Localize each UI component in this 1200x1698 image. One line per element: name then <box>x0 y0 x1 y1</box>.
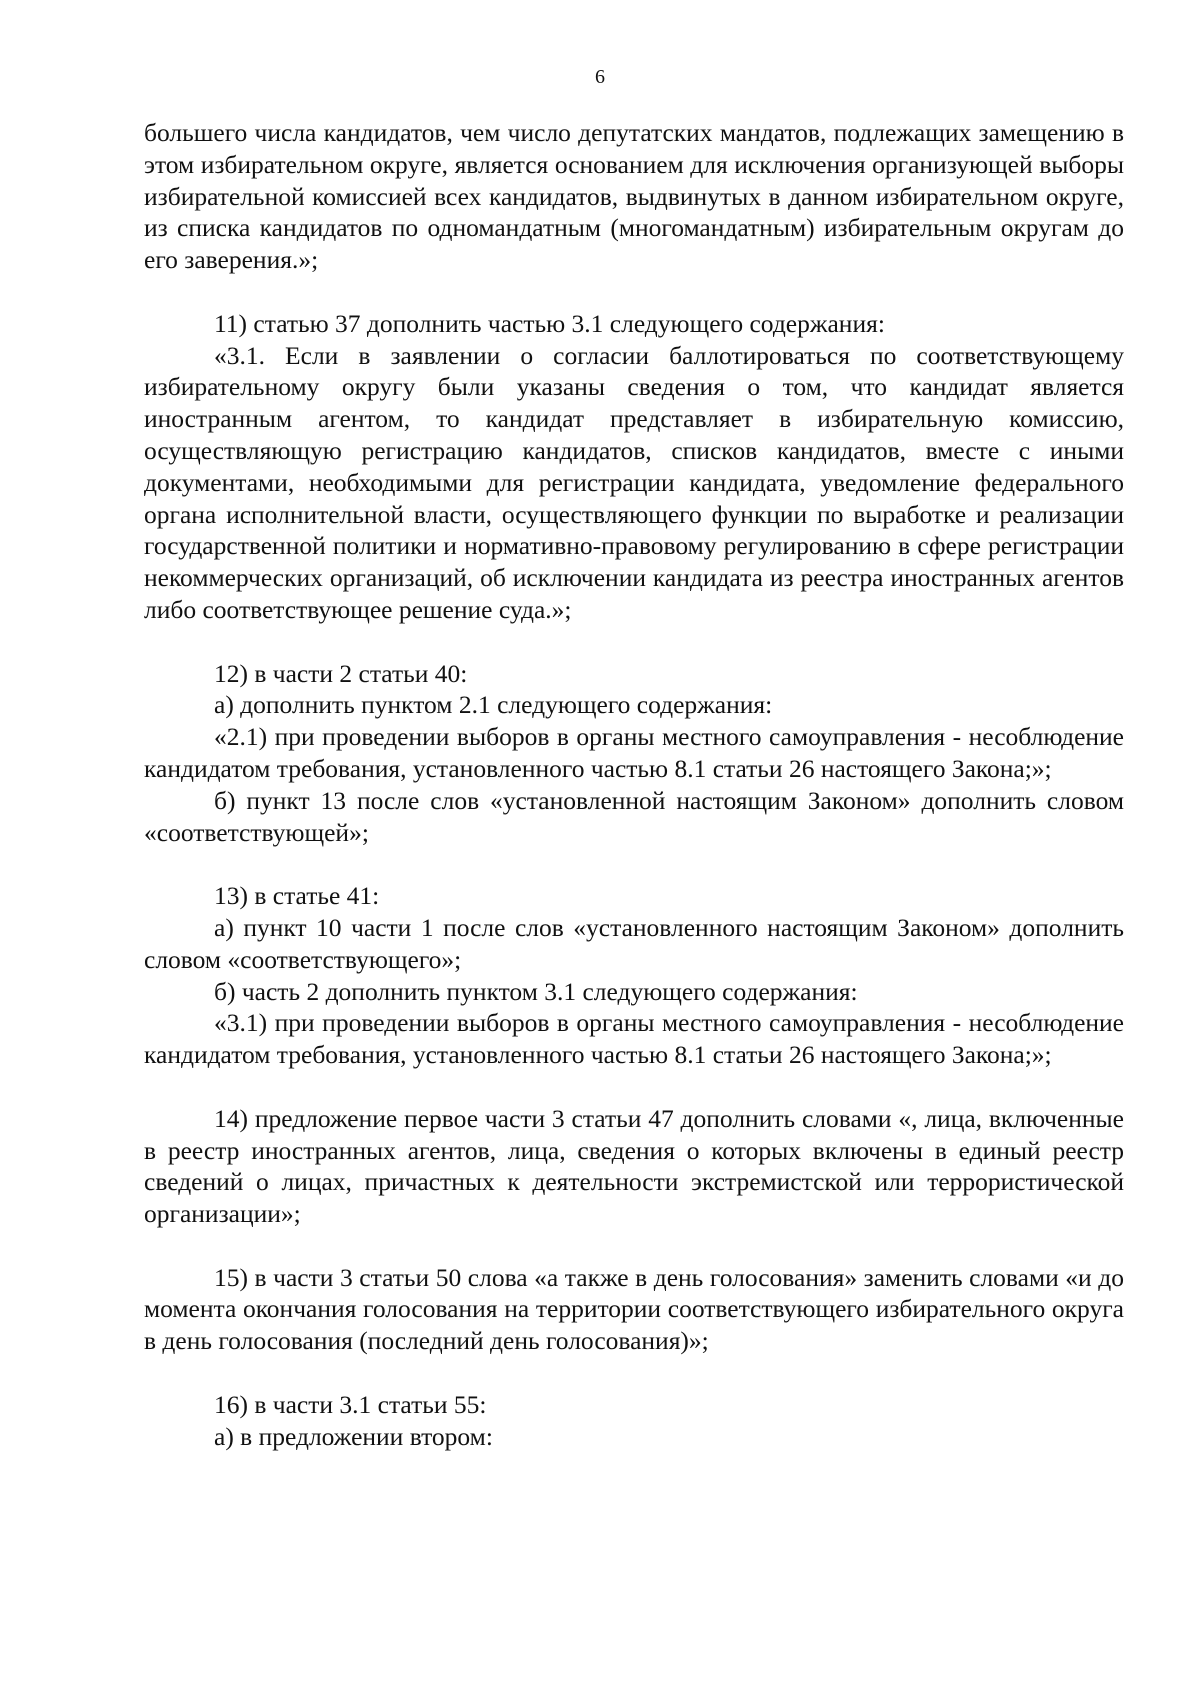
paragraph: б) часть 2 дополнить пунктом 3.1 следующего содержания: <box>214 976 858 1006</box>
document-body <box>144 117 1124 1452</box>
paragraph: большего числа кандидатов, чем число депутатских мандатов, подлежащих замещению в этом избирательном округе, является основанием для исключения организующей выборы избирательной комиссией всех кандидатов, выдвинутых в данном избирательном округе, из списка кандидатов по одномандатным (многомандатным) избирательным округам до его заверения.»; <box>144 118 1124 275</box>
paragraph: «3.1) при проведении выборов в органы местного самоуправления - несоблюдение кандидатом требования, установленного частью 8.1 статьи 26 настоящего Закона;»; <box>144 1008 1124 1070</box>
paragraph: «2.1) при проведении выборов в органы местного самоуправления - несоблюдение кандидатом требования, установленного частью 8.1 статьи 26 настоящего Закона;»; <box>144 722 1124 783</box>
paragraph: б) пункт 13 после слов «установленной настоящим Законом» дополнить словом «соответствующей»; <box>144 785 1124 847</box>
paragraph: 12) в части 2 статьи 40: <box>214 658 468 688</box>
paragraph: 15) в части 3 статьи 50 слова «а также в день голосования» заменить словами «и до момента окончания голосования на территории соответствующего избирательного округа в день голосования (последний день голосования)»; <box>144 1262 1124 1356</box>
paragraph: 16) в части 3.1 статьи 55: <box>214 1389 487 1419</box>
paragraph: а) дополнить пунктом 2.1 следующего содержания: <box>214 690 773 720</box>
paragraph: «3.1. Если в заявлении о согласии баллотироваться по соответствующему избирательному округу были указаны сведения о том, что кандидат является иностранным агентом, то кандидат представляет в избирательную комиссию, осуществляющую регистрацию кандидатов, списков кандидатов, вместе с иными документами, необходимыми для регистрации кандидата, уведомление федерального органа исполнительной власти, осуществляющего функции по выработке и реализации государственной политики и нормативно-правовому регулированию в сфере регистрации некоммерческих организаций, об исключении кандидата из реестра иностранных агентов либо соответствующее решение суда.»; <box>144 340 1124 624</box>
paragraph: 13) в статье 41: <box>214 881 380 911</box>
paragraph: 11) статью 37 дополнить частью 3.1 следующего содержания: <box>214 308 885 338</box>
page-number: 6 <box>595 66 605 88</box>
paragraph: а) пункт 10 части 1 после слов «установленного настоящим Законом» дополнить словом «соответствующего»; <box>144 912 1124 974</box>
paragraph: 14) предложение первое части 3 статьи 47 дополнить словами «, лица, включенные в реестр иностранных агентов, лица, сведения о которых включены в единый реестр сведений о лицах, причастных к деятельности экстремистской или террористической организации»; <box>144 1103 1124 1229</box>
paragraph: а) в предложении втором: <box>214 1421 493 1451</box>
